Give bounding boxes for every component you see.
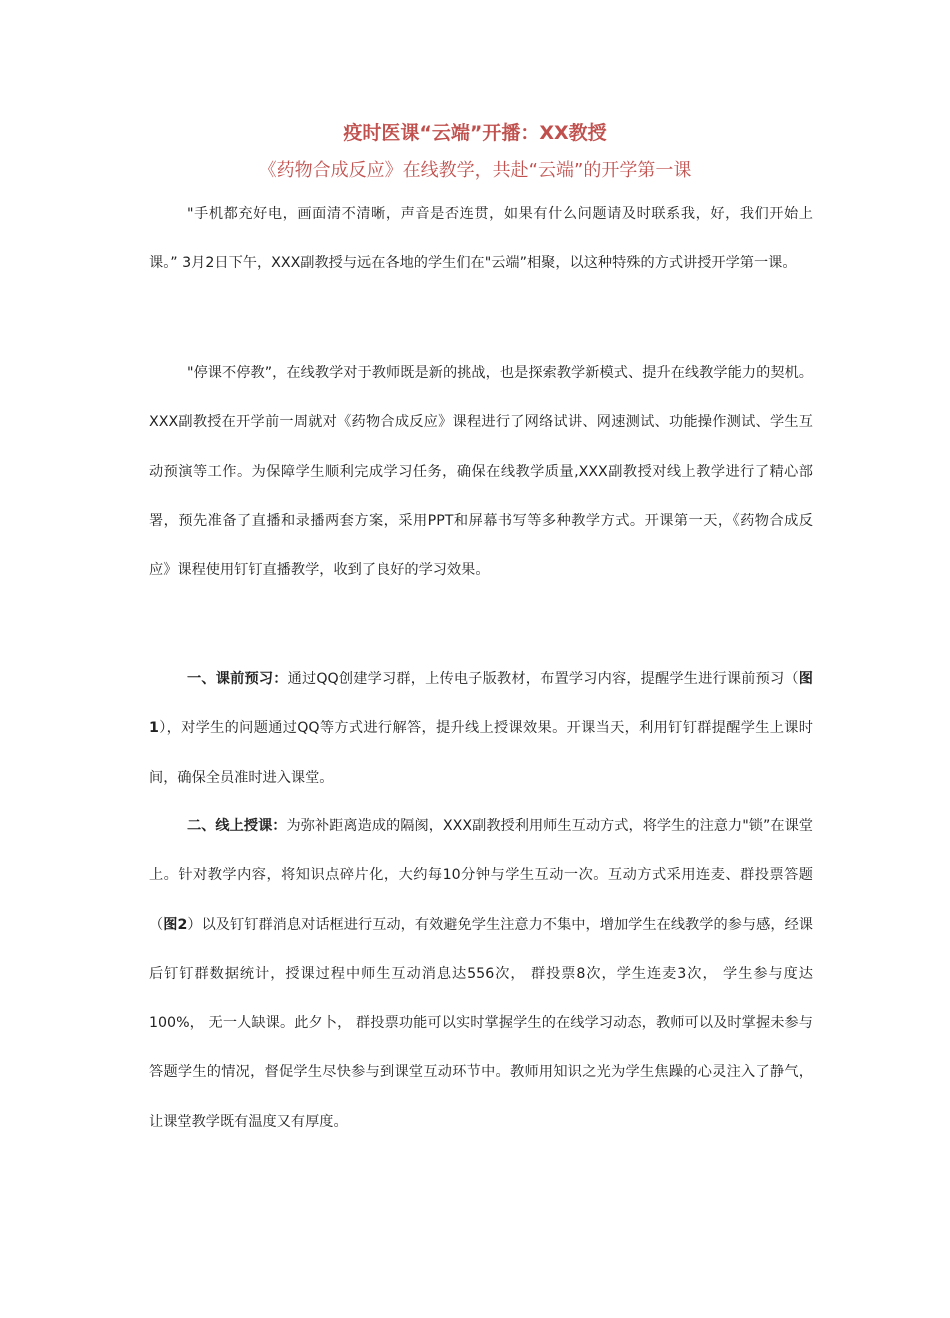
paragraph-online-class xyxy=(149,802,813,1147)
paragraph-text: 为弥补距离造成的隔阂，XXX副教授利用师生互动方式，将学生的注意力"锁”在课堂上。针对教学内容，将知识点碎片化，大约每10分钟与学生互动一次。互动方式采用连麦、群投票答题（ xyxy=(149,818,813,933)
paragraph-text: ）以及钉钉群消息对话框进行互动，有效避免学生注意力不集中，增加学生在线教学的参与感，经课后钉钉群数据统计，授课过程中师生互动消息达556次， 群投票8次，学生连麦3次， 学生参与度达100%， 无一人缺课。此夕卜， 群投票功能可以实时掌握学生的在线学习动态，教师可以及时掌握未参与答题学生的情况，督促学生尽快参与到课堂互动环节中。教师用知识之光为学生焦躁的心灵注入了静气，让课堂教学既有温度又有厚度。 xyxy=(149,916,813,1130)
figure-reference: 图2 xyxy=(163,916,188,933)
paragraph-text: 通过QQ创建学习群，上传电子版教材，布置学习内容，提醒学生进行课前预习（ xyxy=(287,671,799,687)
paragraph-online-teaching: "停课不停教”，在线教学对于教师既是新的挑战，也是探索教学新模式、提升在线教学能力的契机。XXX副教授在开学前一周就对《药物合成反应》课程进行了网络试讲、网速测试、功能操作测试、学生互动预演等工作。为保障学生顺利完成学习任务，确保在线教学质量,XXX副教授对线上教学进行了精心部署，预先准备了直播和录播两套方案，采用PPT和屏幕书写等多种教学方式。开课第一天，《药物合成反应》课程使用钉钉直播教学，收到了良好的学习效果。 xyxy=(149,365,813,579)
document-subtitle: 《药物合成反应》在线教学，共赴“云端”的开学第一课 xyxy=(258,160,692,181)
document-title: 疫时医课“云端”开播：XX教授 xyxy=(343,122,607,144)
figure-reference: 图1 xyxy=(149,671,813,737)
section-heading-pre-class: 一、课前预习： xyxy=(187,671,288,687)
paragraph-pre-class xyxy=(149,655,813,803)
section-heading-online-class: 二、线上授课： xyxy=(187,818,287,834)
paragraph-text: ），对学生的问题通过QQ等方式进行解答，提升线上授课效果。开课当天，利用钉钉群提醒学生上课时间，确保全员准时进入课堂。 xyxy=(149,720,813,786)
paragraph-intro: "手机都充好电，画面清不清晰，声音是否连贯，如果有什么问题请及时联系我，好，我们开始上课。” 3月2日下午，XXX副教授与远在各地的学生们在"云端”相聚，以这种特殊的方式讲授开学第一课。 xyxy=(149,206,813,272)
